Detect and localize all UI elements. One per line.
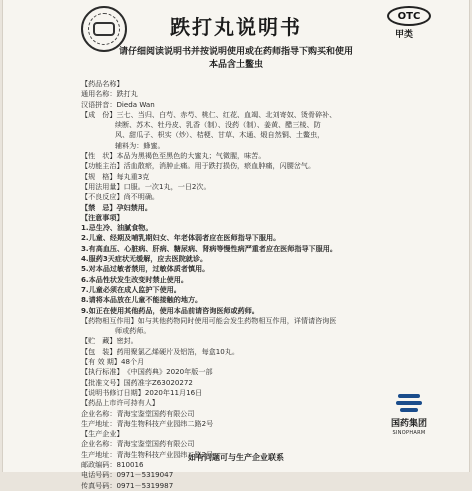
row-approval-number: 【批准文号】国药准字Z63020272	[81, 377, 193, 387]
row-contraindications: 【禁 忌】孕妇禁用。	[81, 202, 152, 212]
sinopharm-name-cn: 国药集团	[390, 419, 427, 429]
row-drug-interactions-cont: 师或药师。	[115, 326, 151, 336]
row-indications: 【功能主治】活血散瘀，消肿止痛。用于跌打损伤，瘀血肿痛，闪腰岔气。	[81, 161, 316, 171]
row-appearance: 【性 状】本品为黑褐色至黑色的大蜜丸；气微腥，味苦。	[81, 151, 266, 161]
row-mah-company: 企业名称：青海宝鉴堂国药有限公司	[81, 408, 195, 418]
precaution-item: 4.服药3天症状无缓解，应去医院就诊。	[81, 254, 208, 264]
row-ingredients: 【成 份】三七、当归、白芍、赤芍、桃仁、红花、血竭、北刘寄奴、烫骨碎补、	[81, 109, 337, 119]
row-pinyin: 汉语拼音：Dieda Wan	[81, 99, 155, 109]
section-drug-name: 【药品名称】	[81, 79, 124, 88]
precaution-item: 2.儿童、经期及哺乳期妇女、年老体弱者应在医师指导下服用。	[81, 233, 281, 243]
row-postal-code: 邮政编码：810016	[81, 459, 144, 469]
usage-warning: 请仔细阅读说明书并按说明使用或在药师指导下购买和使用	[118, 47, 353, 57]
row-mah-address: 生产地址：青海生物科技产业园纬二路2号	[81, 418, 214, 428]
row-revision-date: 【说明书修订日期】2020年11月16日	[81, 387, 203, 397]
section-precautions: 【注意事项】	[81, 212, 124, 222]
row-specification: 【规 格】每丸重3克	[81, 171, 150, 181]
section-manufacturer: 【生产企业】	[81, 429, 124, 439]
row-fax: 传真号码：0971－5319987	[81, 480, 174, 490]
row-packaging: 【包 装】药用聚氯乙烯硬片及铝箔，每盒10丸。	[81, 346, 239, 356]
footer-contact-note: 如有问题可与生产企业联系	[188, 453, 284, 462]
row-ingredients-cont: 续断、苏木、牡丹皮、乳香（制）、没药（制）、姜黄、醋三棱、防	[115, 120, 321, 130]
document-title: 跌打丸说明书	[170, 15, 302, 39]
row-ingredients-cont: 辅料为：蜂蜜。	[115, 140, 165, 150]
precaution-item: 7.儿童必须在成人监护下使用。	[81, 284, 181, 294]
ingredient-notice: 本品含土鳖虫	[208, 60, 263, 70]
precaution-item: 8.请将本品放在儿童不能接触的地方。	[81, 295, 203, 305]
precaution-item: 6.本品性状发生改变时禁止使用。	[81, 274, 188, 284]
row-ingredients-cont: 风、甜瓜子、枳实（炒）、桔梗、甘草、木通、煅自然铜、土鳖虫，	[115, 130, 325, 140]
precaution-item: 9.如正在使用其他药品，使用本品前请咨询医师或药师。	[81, 305, 259, 315]
row-adverse-reactions: 【不良反应】尚不明确。	[81, 192, 160, 202]
sinopharm-name-en: SINOPHARM	[392, 430, 426, 436]
leaflet-body	[81, 79, 386, 491]
precaution-item: 5.对本品过敏者禁用，过敏体质者慎用。	[81, 264, 210, 274]
row-generic-name: 通用名称：跌打丸	[81, 89, 138, 99]
row-drug-interactions: 【药物相互作用】如与其他药物同时使用可能会发生药物相互作用，详情请咨询医	[81, 315, 337, 325]
sinopharm-logo	[387, 392, 431, 436]
sinopharm-mark-icon	[396, 392, 422, 412]
row-mfr-company: 企业名称：青海宝鉴堂国药有限公司	[81, 439, 195, 449]
row-standard: 【执行标准】《中国药典》2020年版一部	[81, 367, 213, 377]
row-phone: 电话号码：0971－5319047	[81, 470, 174, 480]
row-shelf-life: 【有 效 期】48个月	[81, 357, 145, 367]
row-dosage: 【用法用量】口服。一次1丸，一日2次。	[81, 181, 211, 191]
precaution-item: 1.忌生冷、油腻食物。	[81, 223, 153, 233]
otc-badge: OTC	[387, 6, 431, 26]
otc-class: 甲类	[395, 30, 414, 40]
row-mfr-address: 生产地址：青海生物科技产业园纬二路2号	[81, 449, 214, 459]
precaution-item: 3.有高血压、心脏病、肝病、糖尿病、肾病等慢性病严重者应在医师指导下服用。	[81, 243, 337, 253]
leaflet-paper	[2, 0, 470, 490]
row-storage: 【贮 藏】密封。	[81, 336, 138, 346]
section-mah: 【药品上市许可持有人】	[81, 398, 160, 408]
